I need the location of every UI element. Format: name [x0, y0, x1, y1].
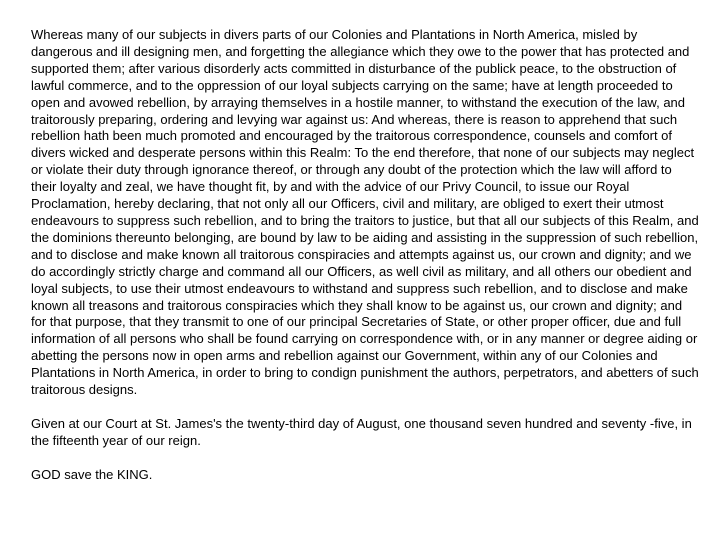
- proclamation-paragraph: Whereas many of our subjects in divers parts of our Colonies and Plantations in North America, misled by dangerous and ill designing men, and forgetting the allegiance which they owe to the power that has protected and supported them; after various disorderly acts committed in disturbance of the publick peace, to the obstruction of lawful commerce, and to the oppression of our loyal subjects carrying on the same; have at length proceeded to open and avowed rebellion, by arraying themselves in a hostile manner, to withstand the execution of the law, and traitorously preparing, ordering and levying war against us: And whereas, there is reason to apprehend that such rebellion hath been much promoted and encouraged by the traitorous correspondence, counsels and comfort of divers wicked and desperate persons within this Realm: To the end therefore, that none of our subjects may neglect or violate their duty through ignorance thereof, or through any doubt of the protection which the law will afford to their loyalty and zeal, we have thought fit, by and with the advice of our Privy Council, to issue our Royal Proclamation, hereby declaring, that not only all our Officers, civil and military, are obliged to exert their utmost endeavours to suppress such rebellion, and to bring the traitors to justice, but that all our subjects of this Realm, and the dominions thereunto belonging, are bound by law to be aiding and assisting in the suppression of such rebellion, and to disclose and make known all traitorous conspiracies and attempts against us, our crown and dignity; and we do accordingly strictly charge and command all our Officers, as well civil as military, and all others our obedient and loyal subjects, to use their utmost endeavours to withstand and suppress such rebellion, and to disclose and make known all treasons and traitorous conspiracies which they shall know to be against us, our crown and dignity; and for that purpose, that they transmit to one of our principal Secretaries of State, or other proper officer, due and full information of all persons who shall be found carrying on correspondence with, or in any manner or degree aiding or abetting the persons now in open arms and rebellion against our Government, within any of our Colonies and Plantations in North America, in order to bring to condign punishment the authors, perpetrators, and abetters of such traitorous designs.: [31, 27, 699, 398]
- closing-line: GOD save the KING.: [31, 466, 153, 482]
- date-paragraph: Given at our Court at St. James's the twenty-third day of August, one thousand seven hundred and seventy -five, in the fifteenth year of our reign.: [31, 415, 692, 448]
- document-body: [31, 27, 699, 483]
